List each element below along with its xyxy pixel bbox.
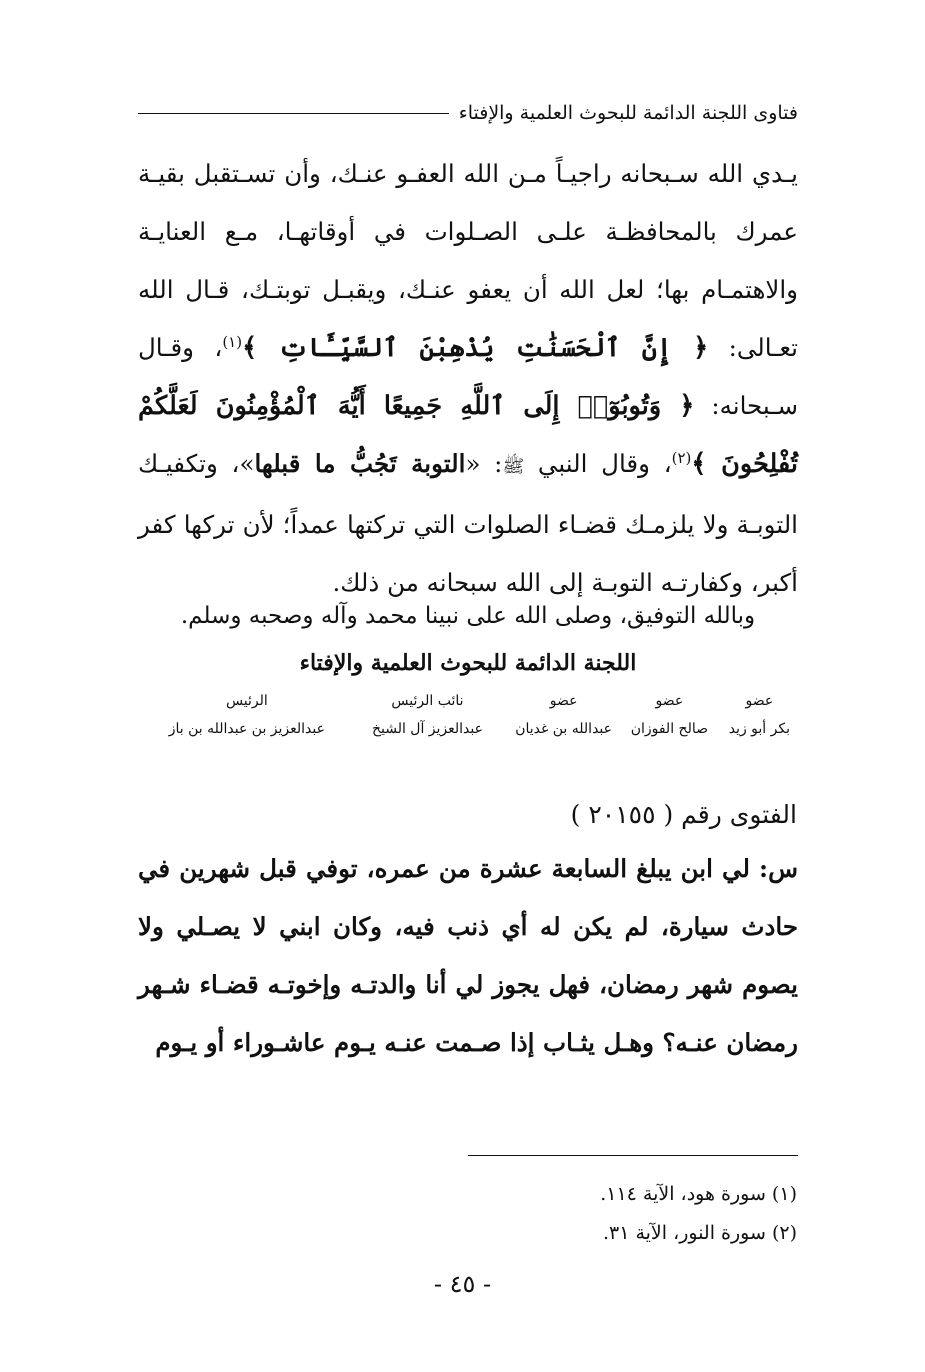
- answer-paragraph: [138, 145, 798, 612]
- footnote-1: (١) سورة هود، الآية ١١٤.: [600, 1183, 797, 1205]
- footnote-2: (٢) سورة النور، الآية ٣١.: [602, 1222, 797, 1244]
- member-3: [515, 688, 612, 744]
- header-rule: [138, 113, 449, 114]
- pbuh-glyph: ﷺ: [502, 456, 525, 477]
- member-5: [169, 688, 325, 744]
- committee-members: [150, 688, 790, 750]
- member-name: عبدالله بن غديان: [515, 721, 612, 737]
- member-role: عضو: [745, 693, 774, 709]
- closing-line: وبالله التوفيق، وصلى الله على نبينا محمد وآله وصحبه وسلم.: [180, 603, 756, 629]
- member-name: صالح الفوزان: [630, 721, 708, 737]
- member-name: عبدالعزيز آل الشيخ: [371, 721, 483, 737]
- member-role: عضو: [655, 693, 684, 709]
- answer-text-4: : «: [465, 449, 503, 478]
- member-role: الرئيس: [225, 693, 268, 709]
- answer-text-1: يـدي الله سـبحانه راجيـاً مـن الله العفـو عنـك، وأن تسـتقبل بقيـة عمرك بالمحافظـة علـى الصـلوات في أوقاتهـا، مـع العنايـة والاهتمـام بها؛ لعل الله أن يعفو عنـك، ويقبـل توبتـك، قـال الله تعـالى:: [138, 159, 799, 362]
- hadith-quote: التوبة تَجُبُّ ما قبلها: [254, 449, 466, 478]
- footnote-ref-1: (١): [222, 332, 243, 351]
- member-role: نائب الرئيس: [391, 693, 464, 709]
- member-2: [631, 688, 708, 744]
- question-paragraph: س: لي ابن يبلغ السابعة عشرة من عمره، توفي قبل شهرين في حادث سيارة، لم يكن له أي ذنب فيه، وكان ابني لا يصـلي ولا يصوم شهر رمضان، فهل يجوز لي أنا والدتـه وإخوتـه قضـاء شـهر رمضان عنـه؟ وهـل يثـاب إذا صـمت عنـه يـوم عاشـوراء أو يـوم: [138, 854, 798, 1057]
- quran-verse-2: ﴿ وَتُوبُوٓا۟ إِلَى ٱللَّهِ جَمِيعًا أَيُّهَ ٱلْمُؤْمِنُونَ لَعَلَّكُمْ تُفْلِحُونَ ﴾: [138, 391, 798, 479]
- member-4: [372, 688, 483, 744]
- committee-name: اللجنة الدائمة للبحوث العلمية والإفتاء: [299, 650, 637, 676]
- answer-text-3: ، وقال النبي: [524, 449, 672, 478]
- member-name: عبدالعزيز بن عبدالله بن باز: [168, 721, 325, 737]
- member-role: عضو: [549, 693, 578, 709]
- quran-verse-1: ﴿ إِنَّ ٱلْحَسَنَٰتِ يُذْهِبْنَ ٱلسَّيِّـَٔاتِ ﴾: [242, 333, 709, 363]
- fatwa-number: الفتوى رقم ( ٢٠١٥٥ ): [570, 800, 797, 829]
- header-title: فتاوى اللجنة الدائمة للبحوث العلمية والإفتاء: [458, 102, 798, 124]
- footnote-rule: [468, 1155, 798, 1156]
- member-name: بكر أبو زيد: [728, 721, 790, 737]
- page-number: - ٤٥ -: [433, 1270, 492, 1298]
- answer-text-5: »، وتكفيـك التوبـة ولا يلزمـك قضـاء الصلوات التي تركتها عمداً؛ لأن تركها كفر أكبر، وكفارتـه التوبـة إلى الله سبحانه من ذلك.: [138, 449, 798, 597]
- footnote-ref-2: (٢): [671, 448, 692, 467]
- answer-text-2: ، وقـال سـبحانه:: [138, 333, 798, 420]
- member-1: [729, 688, 790, 744]
- running-header: [138, 98, 798, 128]
